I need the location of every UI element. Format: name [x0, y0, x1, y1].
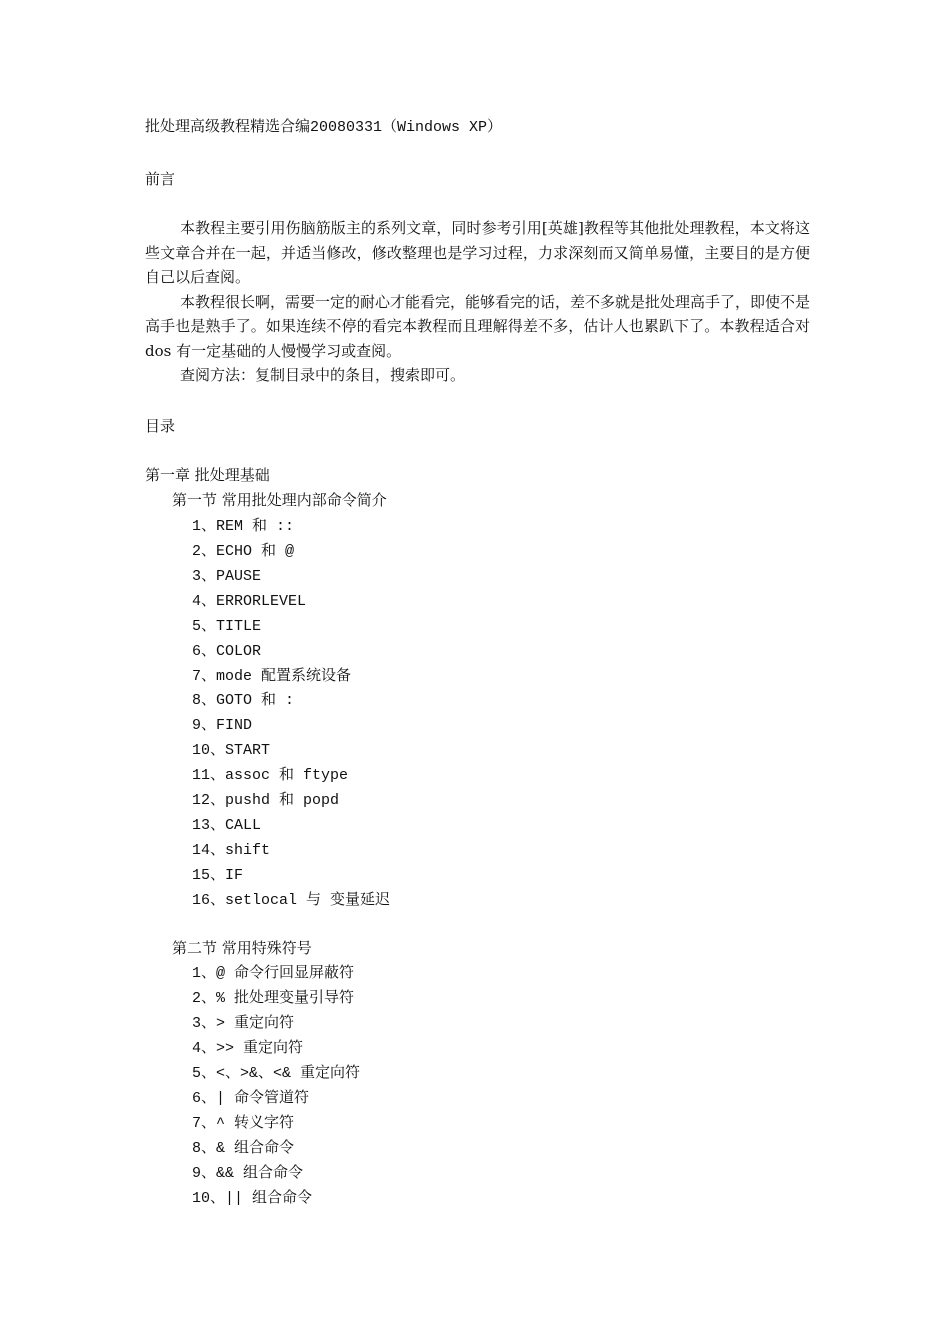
toc-item: 12、pushd 和 popd: [192, 792, 340, 809]
toc-item: 4、ERRORLEVEL: [192, 593, 307, 610]
toc-item: 6、COLOR: [192, 643, 262, 660]
toc-item: 5、<、>&、<& 重定向符: [192, 1065, 361, 1082]
toc-item: 16、setlocal 与 变量延迟: [192, 892, 391, 909]
toc-item: 14、shift: [192, 842, 271, 859]
toc-item: 9、&& 组合命令: [192, 1165, 304, 1182]
toc-item: 8、GOTO 和 :: [192, 692, 295, 709]
toc-item: 9、FIND: [192, 717, 253, 734]
toc-item: 6、| 命令管道符: [192, 1090, 310, 1107]
toc-item: 5、TITLE: [192, 618, 262, 635]
preface-paragraph: 本教程很长啊，需要一定的耐心才能看完，能够看完的话，差不多就是批处理高手了，即使不是高手也是熟手了。如果连续不停的看完本教程而且理解得差不多，估计人也累趴下了。本教程适合对 dos 有一定基础的人慢慢学习或查阅。: [145, 292, 811, 360]
toc-item: 15、IF: [192, 867, 244, 884]
toc-section-2: 第二节 常用特殊符号: [172, 939, 312, 957]
preface-paragraph: 本教程主要引用伤脑筋版主的系列文章，同时参考引用[英雄]教程等其他批处理教程，本文将这些文章合并在一起，并适当修改，修改整理也是学习过程，力求深刻而又简单易懂，主要目的是方便自己以后查阅。: [145, 219, 810, 286]
toc-item: 7、mode 配置系统设备: [192, 668, 352, 685]
toc-chapter-1: 第一章 批处理基础: [145, 466, 270, 484]
toc-item: 3、PAUSE: [192, 568, 262, 585]
toc-item: 4、>> 重定向符: [192, 1040, 304, 1057]
preface-heading: 前言: [145, 170, 176, 188]
toc-heading: 目录: [145, 417, 176, 435]
toc-item: 11、assoc 和 ftype: [192, 767, 349, 784]
toc-item: 7、^ 转义字符: [192, 1115, 295, 1132]
toc-item: 13、CALL: [192, 817, 262, 834]
toc-item: 8、& 组合命令: [192, 1140, 295, 1157]
toc-item: 3、> 重定向符: [192, 1015, 295, 1032]
toc-item: 2、% 批处理变量引导符: [192, 990, 355, 1007]
toc-item: 10、START: [192, 742, 271, 759]
toc-section-1: 第一节 常用批处理内部命令简介: [172, 491, 387, 509]
toc-item: 10、|| 组合命令: [192, 1190, 313, 1207]
preface-paragraph: 查阅方法：复制目录中的条目，搜索即可。: [180, 366, 466, 384]
toc-item: 1、REM 和 ::: [192, 518, 295, 535]
toc-item: 1、@ 命令行回显屏蔽符: [192, 965, 355, 982]
toc-item: 2、ECHO 和 @: [192, 543, 295, 560]
document-title: 批处理高级教程精选合编20080331（Windows XP）: [145, 119, 503, 136]
preface-body: [145, 216, 810, 388]
